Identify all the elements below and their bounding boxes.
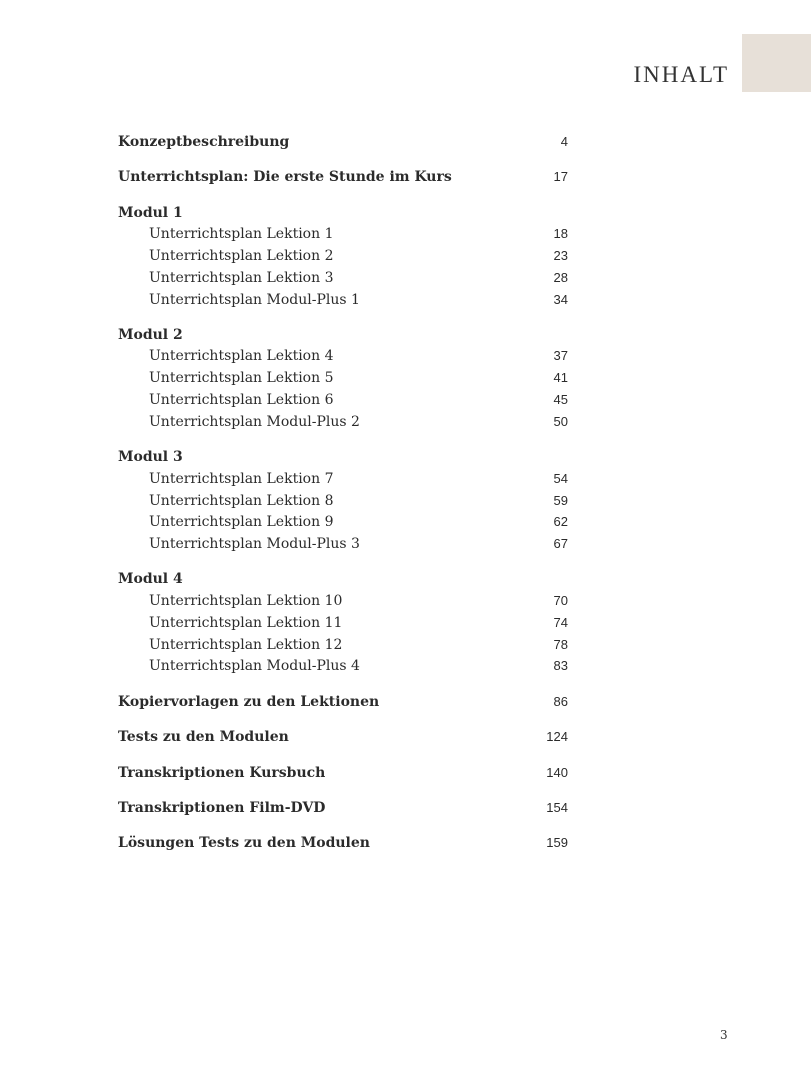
- page-number: 3: [720, 1028, 728, 1042]
- toc-subentry-page: 67: [553, 536, 568, 551]
- toc-subentry-title: Unterrichtsplan Modul-Plus 1: [149, 292, 360, 308]
- toc-entry-page: 140: [546, 765, 568, 780]
- toc-subentry-title: Unterrichtsplan Lektion 8: [149, 493, 334, 509]
- toc-subentry[interactable]: [118, 346, 568, 366]
- toc-entry[interactable]: [118, 167, 568, 187]
- toc-subentry-title: Unterrichtsplan Lektion 2: [149, 248, 334, 264]
- toc-subentry[interactable]: [118, 469, 568, 489]
- toc-subentry[interactable]: [118, 512, 568, 532]
- toc-subentry-title: Unterrichtsplan Lektion 10: [149, 593, 343, 609]
- toc-subentry-page: 62: [553, 514, 568, 529]
- toc-subentry[interactable]: [118, 390, 568, 410]
- toc-subentry-page: 78: [553, 637, 568, 652]
- toc-subentry[interactable]: [118, 534, 568, 554]
- toc-module-heading[interactable]: [118, 569, 568, 589]
- toc-module-heading[interactable]: [118, 447, 568, 467]
- toc-entry-title: Kopiervorlagen zu den Lektionen: [118, 694, 380, 710]
- toc-subentry-page: 59: [553, 493, 568, 508]
- toc-entry[interactable]: [118, 132, 568, 152]
- toc-subentry-title: Unterrichtsplan Lektion 9: [149, 514, 334, 530]
- toc-entry-title: Konzeptbeschreibung: [118, 134, 290, 150]
- toc-subentry[interactable]: [118, 656, 568, 676]
- toc-entry-page: 124: [546, 729, 568, 744]
- toc-entry-title: Unterrichtsplan: Die erste Stunde im Kurs: [118, 169, 452, 185]
- toc-entry-page: 86: [553, 694, 568, 709]
- toc-subentry[interactable]: [118, 635, 568, 655]
- toc-subentry-title: Unterrichtsplan Lektion 5: [149, 370, 334, 386]
- toc-entry[interactable]: [118, 798, 568, 818]
- toc-subentry-page: 18: [553, 226, 568, 241]
- toc-subentry-page: 54: [553, 471, 568, 486]
- toc-subentry-page: 45: [553, 392, 568, 407]
- toc-entry-page: 4: [560, 134, 568, 149]
- toc-subentry[interactable]: [118, 613, 568, 633]
- toc-subentry-title: Unterrichtsplan Modul-Plus 4: [149, 658, 360, 674]
- toc-module-heading[interactable]: [118, 203, 568, 223]
- toc-subentry-page: 28: [553, 270, 568, 285]
- toc-subentry-title: Unterrichtsplan Lektion 4: [149, 348, 334, 364]
- toc-subentry[interactable]: [118, 591, 568, 611]
- toc-module-title: Modul 1: [118, 205, 183, 221]
- toc-subentry-title: Unterrichtsplan Lektion 11: [149, 615, 343, 631]
- toc-subentry-page: 74: [553, 615, 568, 630]
- toc-subentry-title: Unterrichtsplan Lektion 3: [149, 270, 334, 286]
- toc-entry-page: 17: [553, 169, 568, 184]
- toc-entry-page: 159: [546, 835, 568, 850]
- toc-subentry[interactable]: [118, 290, 568, 310]
- toc-subentry[interactable]: [118, 224, 568, 244]
- toc-module-title: Modul 3: [118, 449, 183, 465]
- toc-subentry[interactable]: [118, 491, 568, 511]
- toc-entry-title: Lösungen Tests zu den Modulen: [118, 835, 370, 851]
- toc-subentry-page: 37: [553, 348, 568, 363]
- toc-subentry-title: Unterrichtsplan Lektion 12: [149, 637, 343, 653]
- toc-subentry-page: 50: [553, 414, 568, 429]
- toc-module-title: Modul 4: [118, 571, 183, 587]
- toc-entry[interactable]: [118, 727, 568, 747]
- toc-entry-page: 154: [546, 800, 568, 815]
- toc-subentry-page: 70: [553, 593, 568, 608]
- toc-subentry[interactable]: [118, 412, 568, 432]
- toc-entry[interactable]: [118, 763, 568, 783]
- toc-subentry-title: Unterrichtsplan Modul-Plus 3: [149, 536, 360, 552]
- page-title: INHALT: [633, 62, 729, 87]
- toc-subentry[interactable]: [118, 368, 568, 388]
- toc-subentry-page: 34: [553, 292, 568, 307]
- toc-subentry-page: 23: [553, 248, 568, 263]
- toc-entry[interactable]: [118, 833, 568, 853]
- toc-subentry-title: Unterrichtsplan Lektion 6: [149, 392, 334, 408]
- toc-subentry[interactable]: [118, 246, 568, 266]
- toc-module-heading[interactable]: [118, 325, 568, 345]
- toc-subentry-title: Unterrichtsplan Lektion 7: [149, 471, 334, 487]
- toc-entry[interactable]: [118, 692, 568, 712]
- chapter-tab-marker: [742, 34, 811, 92]
- toc-subentry-title: Unterrichtsplan Lektion 1: [149, 226, 334, 242]
- toc-entry-title: Transkriptionen Film-DVD: [118, 800, 326, 816]
- toc-subentry-page: 41: [553, 370, 568, 385]
- toc-module-title: Modul 2: [118, 327, 183, 343]
- toc-entry-title: Tests zu den Modulen: [118, 729, 289, 745]
- toc-subentry-page: 83: [553, 658, 568, 673]
- toc-subentry[interactable]: [118, 268, 568, 288]
- toc-subentry-title: Unterrichtsplan Modul-Plus 2: [149, 414, 360, 430]
- toc-entry-title: Transkriptionen Kursbuch: [118, 765, 326, 781]
